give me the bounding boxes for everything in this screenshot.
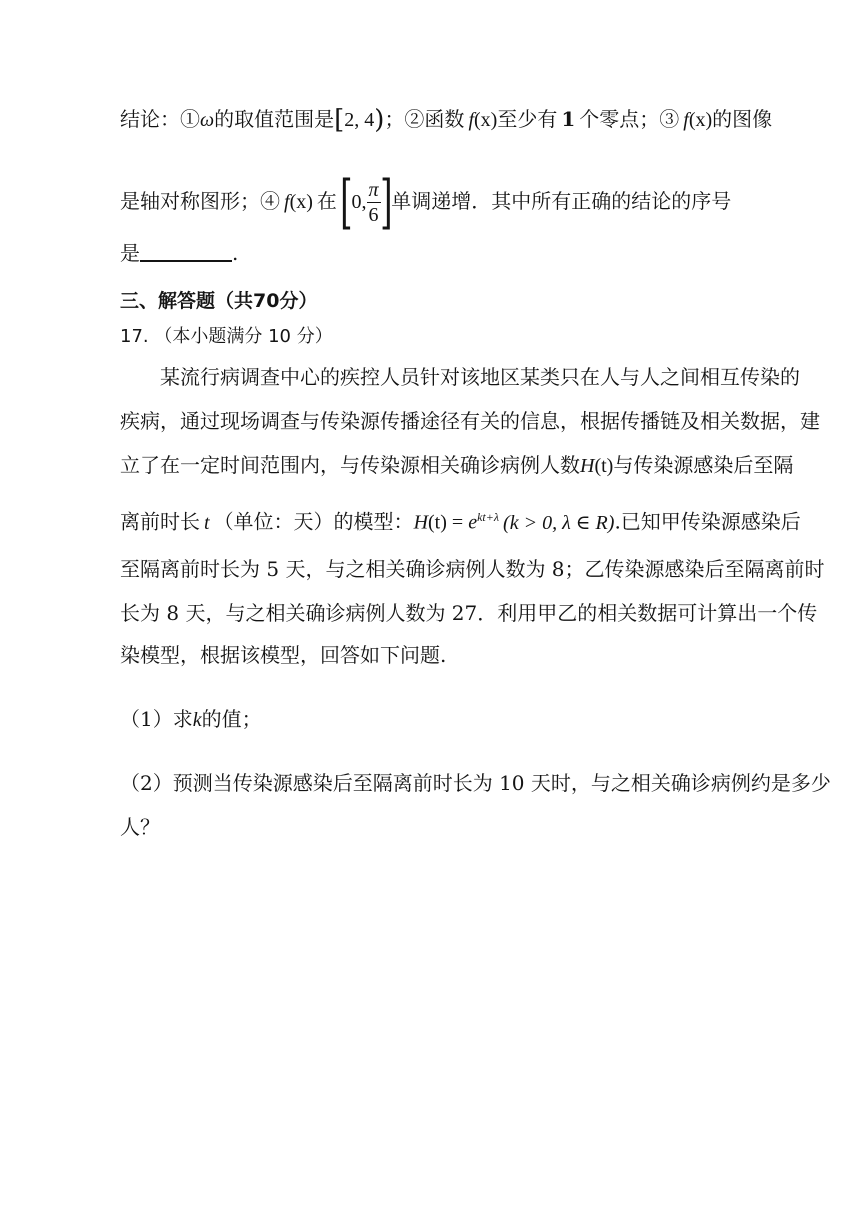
math-H: H	[413, 511, 429, 534]
omega-symbol: ω	[200, 109, 215, 131]
text: 的取值范围是	[214, 107, 335, 131]
function-arg: (x)	[289, 191, 313, 213]
question-17-header: 17. （本小题满分 10 分）	[120, 326, 333, 347]
math-arg: (t)	[594, 455, 614, 477]
text: 至少有	[497, 107, 558, 131]
fraction-denominator: 6	[368, 204, 379, 226]
text: 是轴对称图形；④	[120, 189, 280, 213]
math-H: H	[580, 455, 595, 477]
bracket-open: [	[334, 105, 345, 135]
prev-question-line-3	[120, 238, 238, 268]
text: .已知甲传染源感染后	[614, 509, 801, 534]
range-values: 2, 4	[344, 109, 375, 131]
prev-question-line-2	[120, 168, 732, 236]
text: （1）求	[120, 707, 193, 731]
text: 单调递增．其中所有正确的结论的序号	[391, 189, 732, 213]
condition: (k > 0, λ ∈ R)	[503, 511, 615, 534]
bracket-open: [	[339, 168, 353, 236]
q17-paragraph-line-2: 疾病，通过现场调查与传染源传播途径有关的信息，根据传播链及相关数据，建	[120, 409, 820, 433]
q17-paragraph-line-7: 染模型，根据该模型，回答如下问题.	[120, 643, 447, 667]
text: ；②函数	[384, 107, 465, 131]
exponent: kt+λ	[477, 510, 500, 524]
equals-sign: =	[446, 511, 469, 534]
answer-blank[interactable]	[140, 240, 232, 262]
text: 是	[120, 241, 140, 265]
text: 结论：①	[120, 107, 200, 131]
text: .	[232, 241, 239, 265]
text: 与传染源感染后至隔	[613, 453, 794, 477]
text: 的值；	[201, 707, 262, 731]
math-k: k	[192, 709, 202, 731]
q17-subquestion-2: （2）预测当传染源感染后至隔离前时长为 10 天时，与之相关确诊病例约是多少	[120, 771, 831, 795]
function-f: f	[683, 109, 689, 131]
text: 在	[316, 189, 337, 213]
section-title: 三、解答题（共70分）	[120, 290, 318, 312]
function-f: f	[468, 109, 474, 131]
q17-paragraph-line-5: 至隔离前时长为 5 天，与之相关确诊病例人数为 8；乙传染源感染后至隔离前时	[120, 557, 825, 581]
q17-paragraph-line-1: 某流行病调查中心的疾控人员针对该地区某类只在人与人之间相互传染的	[160, 365, 800, 389]
q17-subquestion-1	[120, 704, 262, 735]
function-arg: (x)	[688, 109, 713, 131]
text: 离前时长	[120, 509, 200, 534]
math-arg: (t)	[428, 511, 447, 534]
q17-paragraph-line-6: 长为 8 天，与之相关确诊病例人数为 27．利用甲乙的相关数据可计算出一个传	[120, 601, 818, 625]
pi-over-6-fraction	[367, 178, 381, 227]
q17-paragraph-line-4	[120, 502, 801, 538]
bracket-close: )	[374, 105, 385, 135]
text: 立了在一定时间范围内，与传染源相关确诊病例人数	[120, 453, 580, 477]
function-arg: (x)	[474, 109, 498, 131]
math-e: e	[468, 511, 478, 534]
function-f: f	[284, 191, 290, 213]
fraction-numerator: π	[368, 179, 379, 201]
prev-question-line-1	[120, 104, 772, 135]
q17-paragraph-line-3	[120, 450, 793, 481]
number: 1	[561, 107, 576, 131]
text: 的图像	[712, 107, 773, 131]
text: （单位：天）的模型：	[213, 509, 414, 534]
text: 个零点；③	[579, 107, 680, 131]
q17-subquestion-2-cont: 人？	[120, 815, 160, 839]
interval-start: 0,	[351, 191, 367, 213]
bracket-close: ]	[379, 168, 393, 236]
math-t: t	[204, 511, 210, 534]
